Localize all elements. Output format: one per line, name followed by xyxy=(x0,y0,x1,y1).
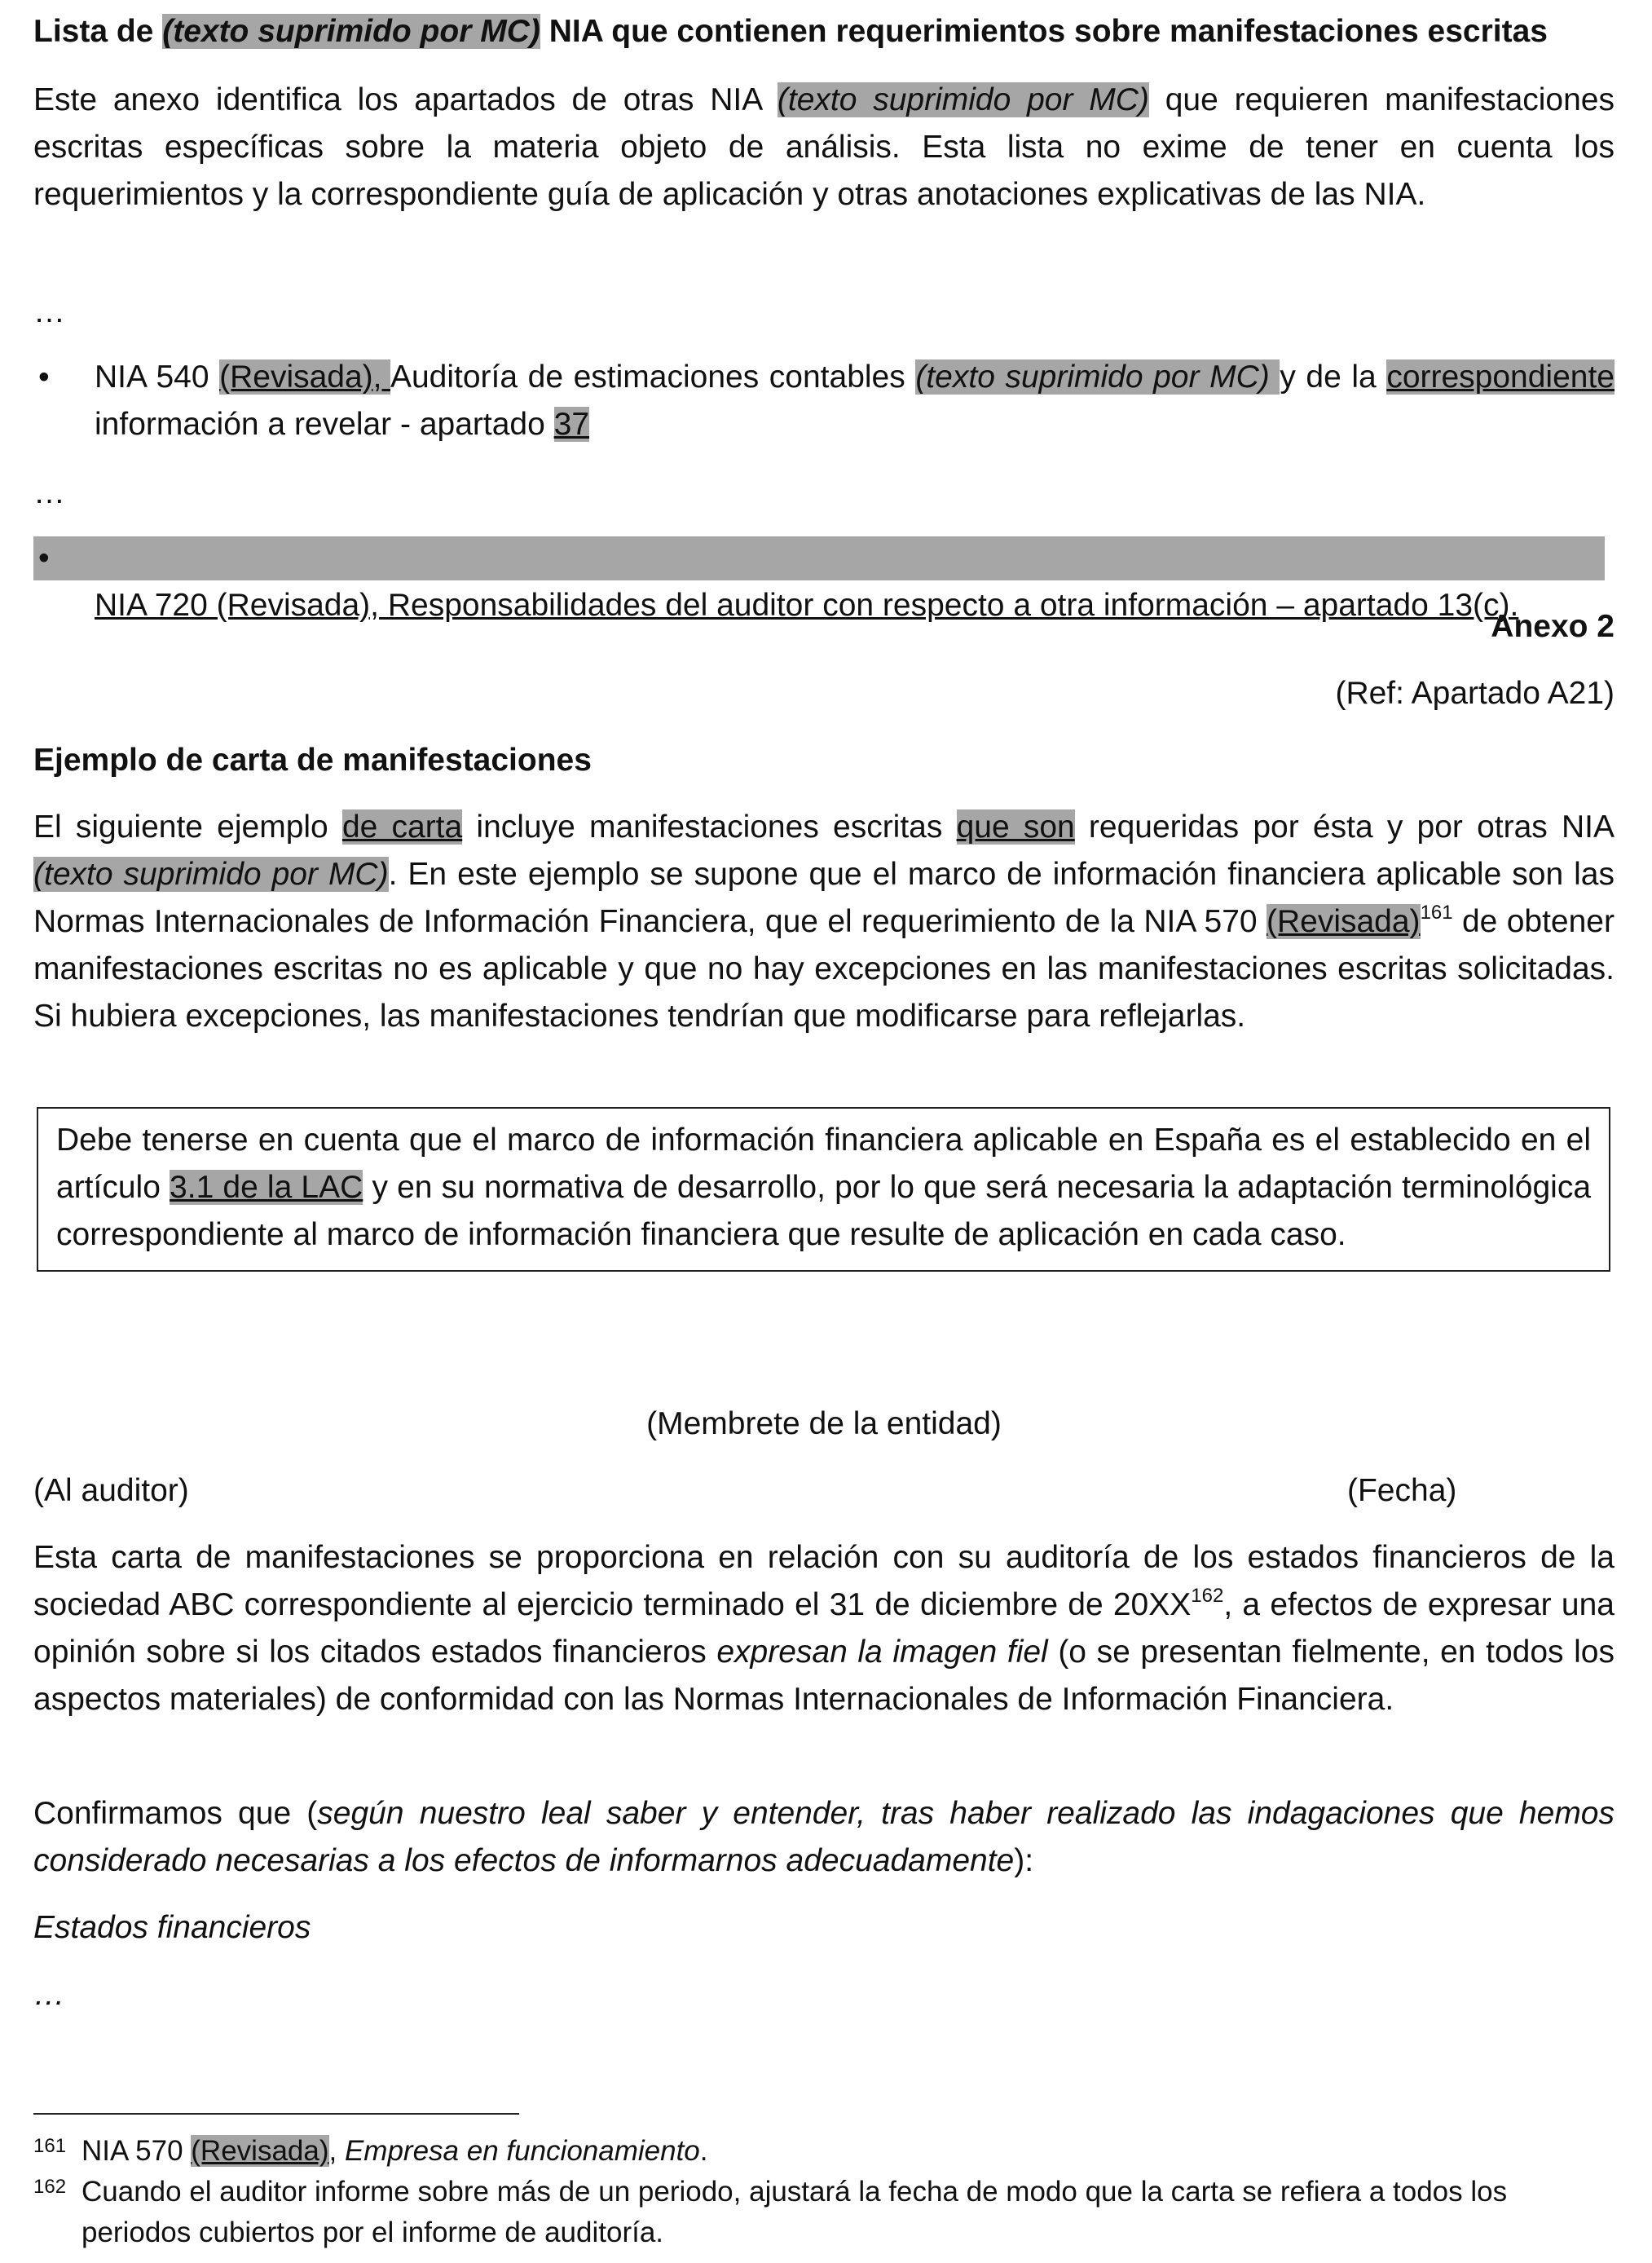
letter-paragraph: Esta carta de manifestaciones se proporciona en relación con su auditoría de los estados financieros de la sociedad ABC correspondiente al ejercicio terminado el 31 de diciembre de 20XX$^{162}$, a efectos de expresar una opinión sobre si los citados estados financieros expresan la imagen fiel (o se presentan fielmente, en todos los aspectos materiales) de conformidad con las Normas Internacionales de Información Financiera. xyxy=(33,1540,1615,1717)
letterhead: (Membrete de la entidad) xyxy=(646,1406,1002,1441)
suppressed-text-highlight: (texto suprimido por MC) xyxy=(915,360,1280,395)
annex-title: Anexo 2 xyxy=(1491,609,1615,644)
footnote-text: NIA 570 (Revisada), Empresa en funcionamiento. xyxy=(81,2135,708,2167)
bullet-dot: • xyxy=(38,540,50,576)
inserted-text-highlight: de carta xyxy=(341,809,463,845)
ellipsis: … xyxy=(33,475,65,510)
note-box: Debe tenerse en cuenta que el marco de información financiera aplicable en España es el establecido en el artículo 3.1 de la LAC y en su normativa de desarrollo, por lo que será necesaria la adaptación terminológica correspondiente al marco de información financiera que resulte de aplicación en cada caso. xyxy=(37,1107,1610,1272)
revised-highlight: (Revisada) xyxy=(191,2135,329,2167)
suppressed-text-highlight: (texto suprimido por MC) xyxy=(162,14,540,49)
footnote-ref-161[interactable]: 161 xyxy=(1420,902,1453,924)
footnote-number: 161 xyxy=(33,2135,67,2157)
revised-highlight: (Revisada), xyxy=(219,360,390,395)
footnote-162 xyxy=(33,2172,1615,2253)
letter-date: (Fecha) xyxy=(1347,1473,1457,1508)
suppressed-text-highlight: (texto suprimido por MC) xyxy=(33,857,389,892)
bullet-text: NIA 720 (Revisada), Responsabilidades del auditor con respecto a otra información – apartado 13(c). xyxy=(95,588,1519,623)
footnote-161 xyxy=(33,2131,1615,2172)
bullet-nia-540 xyxy=(33,354,1615,448)
suppressed-text-highlight: (texto suprimido por MC) xyxy=(777,82,1149,117)
footnote-ref-162[interactable]: 162 xyxy=(1191,1585,1224,1607)
footnote-text: Cuando el auditor informe sobre más de un periodo, ajustará la fecha de modo que la carta se refiera a todos los periodos cubiertos por el informe de auditoría. xyxy=(81,2176,1508,2248)
inserted-text-highlight: correspondiente xyxy=(1386,360,1615,395)
example-intro-paragraph: El siguiente ejemplo de carta incluye manifestaciones escritas que son requeridas por ésta y por otras NIA (texto suprimido por MC). En este ejemplo se supone que el marco de información financiera aplicable son las Normas Internacionales de Información Financiera, que el requerimiento de la NIA 570 (Revisada)$^{161}$ de obtener manifestaciones escritas no es aplicable y que no hay excepciones en las manifestaciones escritas solicitadas. Si hubiera excepciones, las manifestaciones tendrían que modificarse para reflejarlas. xyxy=(33,809,1615,1034)
revised-highlight: (Revisada) xyxy=(1266,904,1421,939)
footnote-separator xyxy=(33,2113,519,2115)
ellipsis: … xyxy=(33,1977,65,2012)
inserted-line-highlight xyxy=(33,536,1605,580)
intro-paragraph: Este anexo identifica los apartados de otras NIA (texto suprimido por MC) que requieren manifestaciones escritas específicas sobre la materia objeto de análisis. Esta lista no exime de tener en cuenta los requerimientos y la correspondiente guía de aplicación y otras anotaciones explicativas de las NIA. xyxy=(33,82,1615,212)
inserted-text-highlight: 3.1 de la LAC xyxy=(170,1170,363,1205)
letter-addressee: (Al auditor) xyxy=(33,1473,189,1508)
paragraph-number-highlight: 37 xyxy=(553,407,590,442)
bullet-dot: • xyxy=(38,360,50,395)
bullet-text: NIA 540 (Revisada), Auditoría de estimaciones contables (texto suprimido por MC) y de la correspondiente información a revelar - apartado 37 xyxy=(95,360,1615,442)
bullet-nia-720 xyxy=(33,535,1605,623)
financial-statements-heading: Estados financieros xyxy=(33,1910,311,1945)
letter-paragraph: Confirmamos que (según nuestro leal saber y entender, tras haber realizado las indagaciones que hemos considerado necesarias a los efectos de informarnos adecuadamente): xyxy=(33,1796,1615,1878)
ellipsis: … xyxy=(33,294,65,329)
section-heading: Lista de (texto suprimido por MC) NIA que contienen requerimientos sobre manifestaciones escritas xyxy=(33,14,1548,49)
inserted-text-highlight: que son xyxy=(956,809,1075,845)
annex-reference: (Ref: Apartado A21) xyxy=(1335,676,1615,711)
footnote-number: 162 xyxy=(33,2176,67,2198)
example-title: Ejemplo de carta de manifestaciones xyxy=(33,743,592,778)
